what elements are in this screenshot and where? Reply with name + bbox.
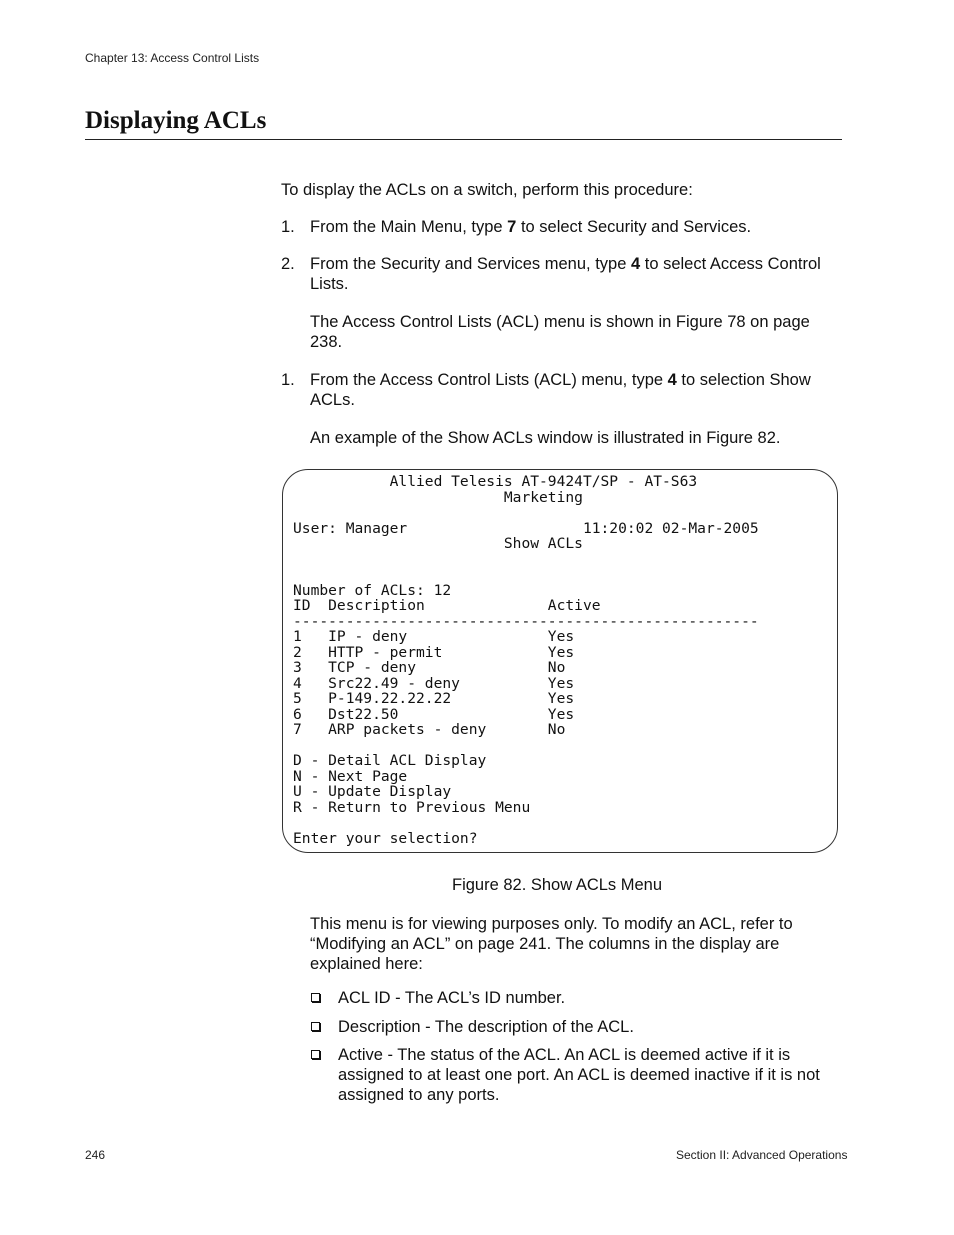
running-header: Chapter 13: Access Control Lists xyxy=(85,51,260,65)
intro-paragraph: To display the ACLs on a switch, perform this procedure: xyxy=(281,181,693,199)
figure-caption: Figure 82. Show ACLs Menu xyxy=(452,876,663,894)
checkbox-bullet-icon xyxy=(311,1050,320,1059)
page-number: 246 xyxy=(85,1148,106,1162)
checkbox-bullet-icon xyxy=(311,993,320,1002)
page-title: Displaying ACLs xyxy=(85,107,267,134)
bullet-item: Active - The status of the ACL. An ACL is deemed active if it is assigned to at least one port. An ACL is deemed inactive if it is not assigned to any ports. xyxy=(338,1046,820,1104)
bullet-item: ACL ID - The ACL’s ID number. xyxy=(338,989,566,1007)
step-number: 1. xyxy=(281,371,295,389)
title-rule xyxy=(85,139,842,140)
step-note: An example of the Show ACLs window is illustrated in Figure 82. xyxy=(310,429,781,447)
step-text: From the Access Control Lists (ACL) menu, type 4 to selection Show ACLs. xyxy=(310,371,811,409)
terminal-screen-text: Allied Telesis AT-9424T/SP - AT-S63 Marketing User: Manager 11:20:02 02-Mar-2005 Show ACLs Number of ACLs: 12 ID Description Active ----------------------------------------------------- 1 IP - deny Yes 2 HTTP - permit Yes 3 TCP - deny No 4 Src22.49 - deny Yes 5 P-149.22.22.22 Yes 6 Dst22.50 Yes 7 ARP packets - deny No D - Detail ACL Display N - Next Page U - Update Display R - Return to Previous Menu Enter your selection? xyxy=(293,473,759,847)
step-note: The Access Control Lists (ACL) menu is shown in Figure 78 on page 238. xyxy=(310,313,810,351)
step-text: From the Main Menu, type 7 to select Security and Services. xyxy=(310,218,752,236)
checkbox-bullet-icon xyxy=(311,1022,320,1031)
step-number: 1. xyxy=(281,218,295,236)
step-text: From the Security and Services menu, type 4 to select Access Control Lists. xyxy=(310,255,821,293)
bullet-item: Description - The description of the ACL. xyxy=(338,1018,634,1036)
step-number: 2. xyxy=(281,255,295,273)
section-footer: Section II: Advanced Operations xyxy=(676,1148,848,1162)
explanation-paragraph: This menu is for viewing purposes only. To modify an ACL, refer to “Modifying an ACL” on page 241. The columns in the display are explained here: xyxy=(310,915,793,973)
